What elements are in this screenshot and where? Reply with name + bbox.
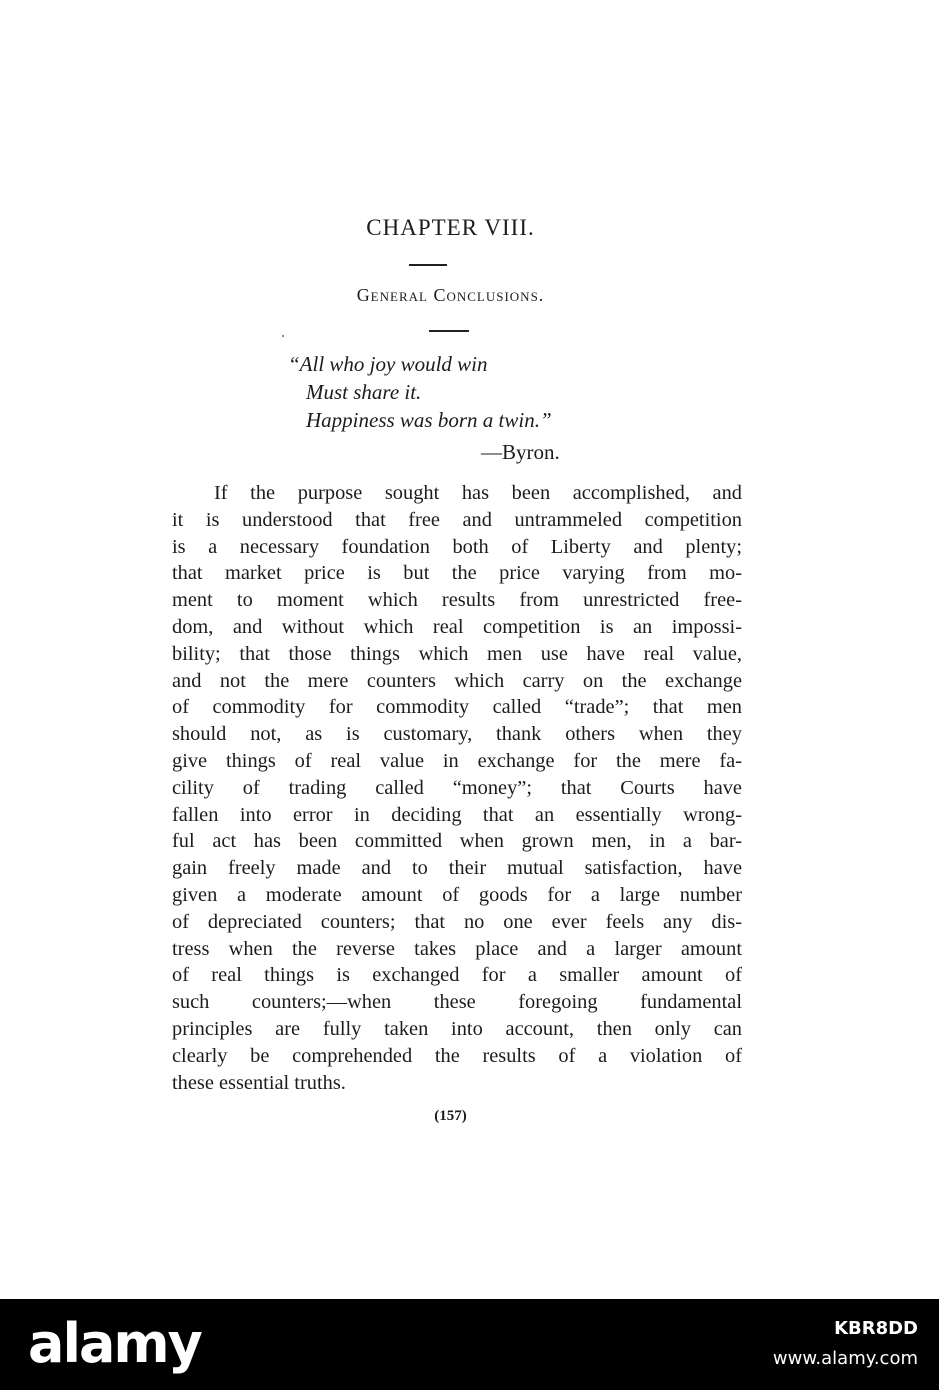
epigraph-attribution: —Byron. (481, 440, 560, 464)
body-line: ful act has been committed when grown men, in a bar- (172, 830, 742, 853)
section-title: General Conclusions. (356, 285, 545, 305)
title-divider (409, 264, 447, 266)
print-speck (282, 335, 284, 337)
body-line: bility; that those things which men use have real value, (172, 642, 742, 665)
body-line: dom, and without which real competition is an impossi- (172, 615, 742, 638)
body-line: give things of real value in exchange for the mere fa- (172, 749, 742, 772)
body-line: clearly be comprehended the results of a violation of (172, 1044, 742, 1067)
epigraph-line: Must share it. (306, 380, 422, 404)
body-line: should not, as is customary, thank others when they (172, 723, 742, 746)
page-number: (157) (434, 1108, 467, 1124)
body-paragraph (172, 480, 742, 1096)
epigraph-line: Happiness was born a twin.” (306, 408, 552, 432)
body-line: fallen into error in deciding that an essentially wrong- (172, 803, 742, 826)
body-line: ment to moment which results from unrestricted free- (172, 589, 742, 612)
body-line: such counters;—when these foregoing fundamental (172, 991, 742, 1014)
body-line: gain freely made and to their mutual satisfaction, have (172, 857, 742, 880)
watermark-url: www.alamy.com (772, 1348, 918, 1369)
body-line: of depreciated counters; that no one ever feels any dis- (172, 910, 742, 933)
body-line: principles are fully taken into account, then only can (172, 1017, 742, 1040)
image-id: KBR8DD (834, 1318, 918, 1339)
body-line: it is understood that free and untrammeled competition (172, 508, 742, 531)
body-line: of commodity for commodity called “trade”; that men (172, 696, 742, 719)
body-line: of real things is exchanged for a smaller amount of (172, 964, 742, 987)
body-line: and not the mere counters which carry on the exchange (172, 669, 742, 692)
epigraph-line: “All who joy would win (288, 352, 488, 376)
watermark-banner (0, 1299, 939, 1390)
body-line: If the purpose sought has been accomplished, and (214, 482, 742, 504)
alamy-logo: alamy (28, 1312, 201, 1375)
section-divider (429, 330, 469, 332)
body-line: these essential truths. (172, 1071, 346, 1094)
body-line: cility of trading called “money”; that Courts have (172, 776, 742, 799)
body-line: tress when the reverse takes place and a larger amount (172, 937, 742, 960)
chapter-title: CHAPTER VIII. (366, 215, 535, 240)
body-line: that market price is but the price varying from mo- (172, 562, 742, 585)
epigraph (288, 350, 552, 434)
body-line: given a moderate amount of goods for a large number (172, 883, 742, 906)
body-line: is a necessary foundation both of Liberty and plenty; (172, 535, 742, 558)
